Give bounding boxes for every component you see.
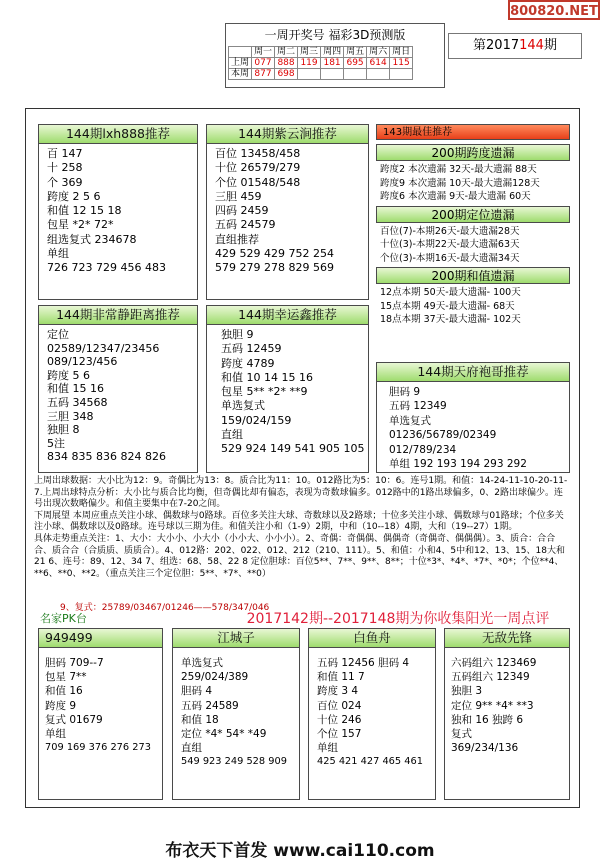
weekly-draw-table [228, 46, 413, 80]
line: 579 279 278 829 569 [215, 261, 334, 275]
draw-cell: 695 [344, 58, 367, 69]
line: 834 835 836 824 826 [47, 450, 166, 464]
panel-wudixianfeng [444, 628, 570, 800]
span-missing-lines [376, 161, 570, 206]
panel-body [207, 144, 368, 279]
line: 单选复式 [389, 414, 431, 427]
line: 十位(3)-本期22天-最大遗漏63天 [380, 239, 520, 250]
line: 五码 24579 [215, 218, 276, 232]
weekly-review-banner: 2017142期--2017148期为你收集阳光一周点评 [246, 611, 550, 627]
line: 12点本期 50天-最大遗漏- 100天 [380, 287, 521, 298]
line: 十位 26579/279 [215, 161, 301, 175]
line: 159/024/159 [221, 413, 292, 427]
panel-title: 144期紫云涧推荐 [207, 125, 368, 144]
panel-title: 144期天府袍哥推荐 [377, 363, 569, 382]
analysis-text [34, 476, 570, 580]
line: 五码 12456 胆码 4 [317, 657, 410, 669]
line: 定位 9** *4* **3 [451, 699, 534, 712]
day-cell: 周一 [252, 47, 275, 58]
line: 和值 10 14 15 16 [221, 370, 313, 384]
line: 单组 [317, 742, 338, 755]
day-cell: 周三 [298, 47, 321, 58]
line: 259/024/389 [181, 671, 249, 684]
line: 三胆 459 [215, 189, 262, 203]
line: 跨度 2 5 6 [47, 189, 101, 203]
line: 直组 [181, 742, 202, 755]
line: 胆码 4 [181, 685, 213, 698]
panel-body [173, 648, 299, 773]
panel-title: 江城子 [173, 629, 299, 648]
panel-title: 无敌先锋 [445, 629, 569, 648]
line: 单组 192 193 194 293 292 [389, 458, 527, 471]
this-week-row [229, 69, 413, 80]
line: 百位 024 [317, 699, 362, 712]
position-missing-lines [376, 223, 570, 268]
line: 个位(3)-本期16天-最大遗漏34天 [380, 252, 520, 264]
line: 个位 01548/548 [215, 175, 301, 189]
line: 和值 16 [45, 685, 83, 698]
line: 五码 12459 [221, 342, 282, 356]
panel-title: 白鱼舟 [309, 629, 435, 648]
line: 和值 15 16 [47, 382, 104, 396]
line: 五码 12349 [389, 400, 447, 413]
day-cell: 周二 [275, 47, 298, 58]
row-label: 上周 [229, 58, 252, 69]
line: 复式 01679 [45, 713, 103, 726]
line: 个位 157 [317, 728, 362, 741]
line: 五码组六 12349 [451, 671, 530, 684]
line: 复式 [451, 728, 472, 741]
panel-body [39, 648, 162, 758]
line: 跨度9 本次遗漏 10天-最大遗漏128天 [380, 177, 540, 189]
header-title: 一周开奖号 福彩3D预测版 [264, 28, 406, 42]
line: 跨度 4789 [221, 356, 275, 370]
draw-cell [367, 69, 390, 80]
line: 四码 2459 [215, 204, 269, 218]
line: 百 147 [47, 147, 83, 160]
panel-body [445, 648, 569, 758]
line: 529 924 149 541 905 105 [221, 442, 365, 456]
panel-title: 144期lxh888推荐 [39, 125, 197, 144]
panel-title: 144期非常静距离推荐 [39, 306, 197, 325]
line: 02589/12347/23456 [47, 341, 160, 355]
line: 独胆 3 [451, 685, 483, 698]
line: 跨度 3 4 [317, 685, 359, 698]
day-cell: 周六 [367, 47, 390, 58]
line: 十位 246 [317, 713, 362, 726]
panel-lxh888 [38, 124, 198, 300]
line: 549 923 249 528 909 [181, 756, 287, 768]
days-row [229, 47, 413, 58]
line: 726 723 729 456 483 [47, 261, 166, 275]
last-week-row [229, 58, 413, 69]
line: 胆码 9 [389, 386, 421, 398]
line: 跨度2 本次遗漏 32天-最大遗漏 88天 [380, 164, 537, 175]
draw-cell [390, 69, 413, 80]
line: 独胆 8 [47, 423, 80, 437]
draw-cell: 888 [275, 58, 298, 69]
best-recommend-title: 143期最佳推荐 [376, 124, 570, 140]
line: 369/234/136 [451, 742, 519, 755]
line: 单选复式 [221, 399, 265, 413]
line: 跨度 5 6 [47, 368, 90, 382]
draw-cell: 181 [321, 58, 344, 69]
compound-line: 9、复式：25789/03467/01246——578/347/046 [60, 603, 270, 613]
draw-cell: 877 [252, 69, 275, 80]
line: 和值 12 15 18 [47, 204, 122, 218]
footer-banner: 布衣天下首发 www.cai110.com [165, 841, 435, 861]
issue-number: 第2017144期 [448, 33, 582, 59]
pk-label: 名家PK台 [40, 612, 87, 625]
line: 定位 *4* 54* *49 [181, 728, 267, 741]
line: 直组推荐 [215, 232, 259, 246]
line: 百位(7)-本期26天-最大遗漏28天 [380, 225, 520, 237]
line: 089/123/456 [47, 355, 118, 369]
line: 429 529 429 752 254 [215, 247, 334, 261]
line: 直组 [221, 428, 243, 442]
line: 5注 [47, 436, 65, 450]
line: 包星 *2* 72* [47, 218, 114, 232]
day-cell: 周四 [321, 47, 344, 58]
panel-baiyuzhou [308, 628, 436, 800]
draw-cell: 077 [252, 58, 275, 69]
line: 胆码 709--7 [45, 657, 104, 669]
line: 定位 [47, 328, 69, 341]
corner-cell [229, 47, 252, 58]
panel-jiangchengzi [172, 628, 300, 800]
sum-missing-title: 200期和值遗漏 [376, 267, 570, 284]
draw-cell: 698 [275, 69, 298, 80]
panel-ziyunjian [206, 124, 369, 300]
draw-cell: 614 [367, 58, 390, 69]
line: 709 169 376 276 273 [45, 742, 151, 754]
panel-body [39, 325, 197, 467]
panel-body [39, 144, 197, 279]
sum-missing-lines [376, 284, 570, 329]
weekly-draw-header [225, 23, 445, 88]
position-missing-title: 200期定位遗漏 [376, 206, 570, 223]
row-label: 本周 [229, 69, 252, 80]
line: 18点本期 37天-最大遗漏- 102天 [380, 314, 521, 325]
panel-missing-stats [376, 124, 570, 356]
line: 五码 24589 [181, 699, 239, 712]
line: 01236/56789/02349 [389, 429, 497, 442]
line: 独胆 9 [221, 328, 254, 341]
panel-xingyunxin [206, 305, 369, 473]
line: 单组 [45, 728, 66, 741]
line: 15点本期 49天-最大遗漏- 68天 [380, 300, 515, 312]
draw-cell [344, 69, 367, 80]
line: 012/789/234 [389, 443, 457, 456]
draw-cell [321, 69, 344, 80]
panel-title: 144期幸运鑫推荐 [207, 306, 368, 325]
day-cell: 周日 [390, 47, 413, 58]
day-cell: 周五 [344, 47, 367, 58]
line: 和值 11 7 [317, 671, 365, 684]
panel-body [377, 382, 569, 474]
line: 单选复式 [181, 657, 223, 669]
line: 五码 34568 [47, 395, 108, 409]
line: 十 258 [47, 161, 83, 175]
line: 六码组六 123469 [451, 657, 537, 669]
analysis-paragraph: 上周出球数据：大小比为12：9。奇偶比为13：8。质合比为11：10。012路比为5：10：6。连号1期。和值：14-24-11-10-20-11-7.上周出球特点分析：大小比与质合比均衡，但奇偶比却有偏态，表现为奇数球偏多。012路中的1路出球偏多，0、2路出球偏少。连号出现次数略偏少。和值主要集中在7-20之间。 [34, 476, 568, 510]
draw-cell [298, 69, 321, 80]
line: 包星 7** [45, 671, 87, 684]
line: 百位 13458/458 [215, 147, 301, 160]
line: 组选复式 234678 [47, 232, 137, 246]
panel-949499 [38, 628, 163, 800]
site-badge: 800820.NET [508, 0, 600, 20]
analysis-paragraph: 具体走势重点关注：1、大小：大小小、小大小（小小大、小小小）。2、奇偶：奇偶偶、偶偶奇（奇偶奇、偶偶偶）。3、质合：合合合、质合合（合质质、质质合）。4、012路：202、022、012、212（210、111）。5、和值：小和4、5中和12、13、15、18大和21 6、连号：89、12、34 7、组选：68、58、22 8 定位胆球：百位5**、7**、9**、8**；十位*3*、*4*、*7*、*0*；个位**4、**6、**0、**2。（重点关注三个定位胆：5**、*7*、**0） [34, 533, 565, 579]
panel-body [309, 648, 435, 773]
line: 跨度 9 [45, 699, 77, 712]
panel-feichangjingjuli [38, 305, 198, 473]
panel-tianfupaoge [376, 362, 570, 473]
line: 独和 16 独跨 6 [451, 713, 524, 726]
line: 个 369 [47, 175, 83, 189]
line: 和值 18 [181, 713, 219, 726]
draw-cell: 119 [298, 58, 321, 69]
line: 单组 [47, 247, 69, 261]
analysis-paragraph: 下周展望 本周应重点关注小球、偶数球与0路球。百位多关注大球、奇数球以及2路球；十位多关注小球、偶数球与01路球；个位多关注小球、偶数球以及0路球。连号球以三期为佳。和值关注小和（1-9）2期，中和（10--18）4期，大和（19--27）1期。 [34, 510, 564, 533]
panel-body [207, 325, 368, 460]
span-missing-title: 200期跨度遗漏 [376, 144, 570, 161]
line: 跨度6 本次遗漏 9天-最大遗漏 60天 [380, 191, 531, 202]
line: 包星 5** *2* **9 [221, 385, 308, 399]
panel-title: 949499 [39, 629, 162, 648]
line: 三胆 348 [47, 409, 94, 423]
draw-cell: 115 [390, 58, 413, 69]
line: 425 421 427 465 461 [317, 756, 423, 768]
